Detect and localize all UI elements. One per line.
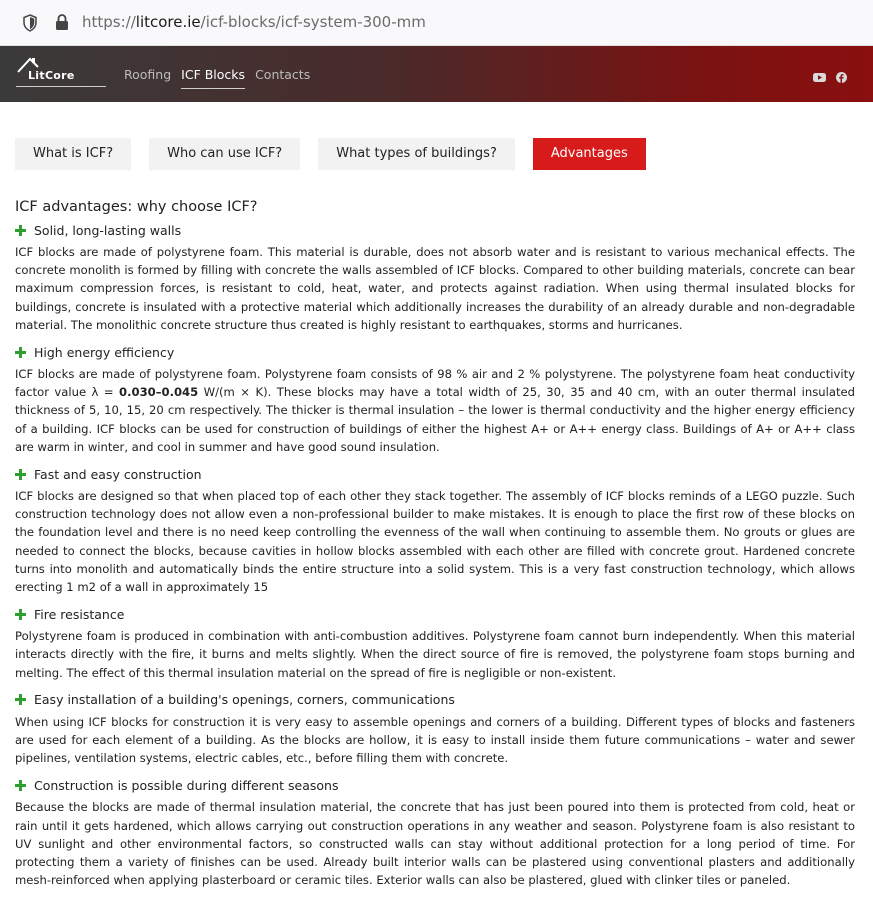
section-header[interactable] — [15, 221, 855, 239]
section-text: When using ICF blocks for construction it is very easy to assemble openings and corners of a building. Different types of blocks and fasteners are used for each element of a building. As the blocks are hollow, it is easy to install inside them future communications – water and sewer pipelines, ventilation systems, electric cables, etc., before filling them with concrete. — [15, 714, 855, 766]
url-path: /icf-blocks/icf-system-300-mm — [200, 13, 426, 31]
plus-icon[interactable] — [15, 469, 26, 480]
tab-who-can-use-icf[interactable]: Who can use ICF? — [149, 138, 300, 170]
section-heading: Fast and easy construction — [34, 466, 202, 482]
section-text-part: W/(m × K). These blocks may have a total width of 25, 30, 35 and 40 cm, with an outer thermal insulated thickness of 5, 10, 15, 20 cm respectively. The thicker is thermal insulation – the lower is thermal conductivity and the higher energy efficiency of a building. ICF blocks can be used for construction of buildings of either the highest A+ or A++ energy class. Buildings of A+ or A++ class are warm in winter, and cool in summer and have good sound insulation. — [15, 385, 855, 454]
section-header[interactable] — [15, 776, 855, 794]
tab-what-is-icf[interactable]: What is ICF? — [15, 138, 131, 170]
section-header[interactable] — [15, 605, 855, 623]
nav-icf-blocks[interactable]: ICF Blocks — [181, 67, 245, 89]
section-header[interactable] — [15, 465, 855, 483]
lock-icon[interactable] — [54, 13, 70, 31]
advantage-section — [15, 465, 855, 596]
site-header — [0, 46, 873, 102]
shield-icon[interactable] — [22, 14, 38, 32]
social-links — [813, 68, 849, 79]
section-header[interactable] — [15, 691, 855, 709]
page-title: ICF advantages: why choose ICF? — [15, 199, 258, 215]
section-heading: Solid, long-lasting walls — [34, 222, 182, 238]
logo-text: LitCore — [28, 69, 75, 82]
advantage-section — [15, 776, 855, 889]
url-host: litcore.ie — [135, 13, 201, 31]
facebook-icon[interactable] — [836, 68, 849, 79]
advantage-section — [15, 605, 855, 682]
litcore-logo[interactable] — [16, 56, 108, 88]
nav-contacts[interactable]: Contacts — [255, 67, 311, 82]
plus-icon[interactable] — [15, 347, 26, 358]
plus-icon[interactable] — [15, 609, 26, 620]
section-heading: Fire resistance — [34, 606, 125, 622]
section-text: ICF blocks are made of polystyrene foam. This material is durable, does not absorb water and is resistant to various mechanical effects. The concrete monolith is formed by filling with concrete the walls assembled of ICF blocks. Compared to other building materials, concrete can bear maximum compression forces, is resistant to cold, heat, water, and protects against radiation. When using thermal insulated blocks for buildings, concrete is insulated with a protective material which additionally increases the durability of an already durable and non-degradable material. The monolithic concrete structure thus created is highly resistant to earthquakes, storms and hurricanes. — [15, 245, 855, 332]
plus-icon[interactable] — [15, 225, 26, 236]
youtube-icon[interactable] — [813, 68, 826, 79]
section-heading: Easy installation of a building's openings, corners, communications — [34, 692, 455, 708]
advantages-content — [15, 199, 855, 898]
nav-roofing[interactable]: Roofing — [124, 67, 172, 82]
advantage-section — [15, 343, 855, 456]
browser-address-bar[interactable] — [0, 0, 873, 46]
section-text-part: ICF blocks are made of polystyrene foam. Polystyrene foam consists of 98 % air and 2 % polystyrene. The polystyrene foam heat conductivity factor value λ = — [15, 367, 855, 400]
plus-icon[interactable] — [15, 694, 26, 705]
section-text — [15, 365, 855, 456]
url-text[interactable] — [82, 13, 426, 31]
section-text: Polystyrene foam is produced in combination with anti-combustion additives. Polystyrene foam cannot burn independently. When this material interacts directly with the fire, it burns and melts slightly. When the direct source of fire is removed, the polystyrene foam stops burning and melting. The effect of this thermal insulation material on the spread of fire is negligible or non-existent. — [15, 629, 855, 680]
section-text: Because the blocks are made of thermal insulation material, the concrete that has just been poured into them is protected from cold, heat or rain until it gets hardened, which allows carrying out construction operations in any weather and season. Polystyrene foam is also resistant to UV sunlight and other environmental factors, so constructed walls can stay without additional protection for a long period of time. For protecting them a variety of finishes can be used. Already built interior walls can be plastered using conventional plasters and additionally mesh-reinforced when applying plasterboard or ceramic tiles. Exterior walls can also be plastered, glued with clinker tiles or paneled. — [15, 800, 855, 888]
topic-tabs — [15, 138, 664, 170]
tab-advantages[interactable]: Advantages — [533, 138, 646, 170]
section-heading: High energy efficiency — [34, 344, 175, 360]
plus-icon[interactable] — [15, 780, 26, 791]
url-scheme: https:// — [82, 13, 136, 31]
section-text: ICF blocks are designed so that when placed top of each other they stack together. The assembly of ICF blocks reminds of a LEGO puzzle. Such construction technology does not allow even a non-professional builder to make mistakes. It is enough to place the first row of these blocks on the foundation level and there is no need keep controlling the evenness of the wall when continuing to assemble them. No grouts or glues are needed to connect the blocks, because cavities in hollow blocks assembled with each other are filled with concrete grout. Hardened concrete turns into monolith and automatically binds the entire structure into a solid system. This is a very fast construction technology, which allows erecting 1 m2 of a wall in approximately 15 — [15, 489, 855, 595]
section-header[interactable] — [15, 343, 855, 361]
tab-types-of-buildings[interactable]: What types of buildings? — [318, 138, 515, 170]
conductivity-value: 0.030–0.045 — [119, 385, 199, 400]
main-nav — [124, 67, 320, 89]
section-heading: Construction is possible during different seasons — [34, 777, 339, 793]
advantage-section — [15, 221, 855, 334]
advantage-section — [15, 691, 855, 768]
logo-underline — [16, 86, 106, 87]
